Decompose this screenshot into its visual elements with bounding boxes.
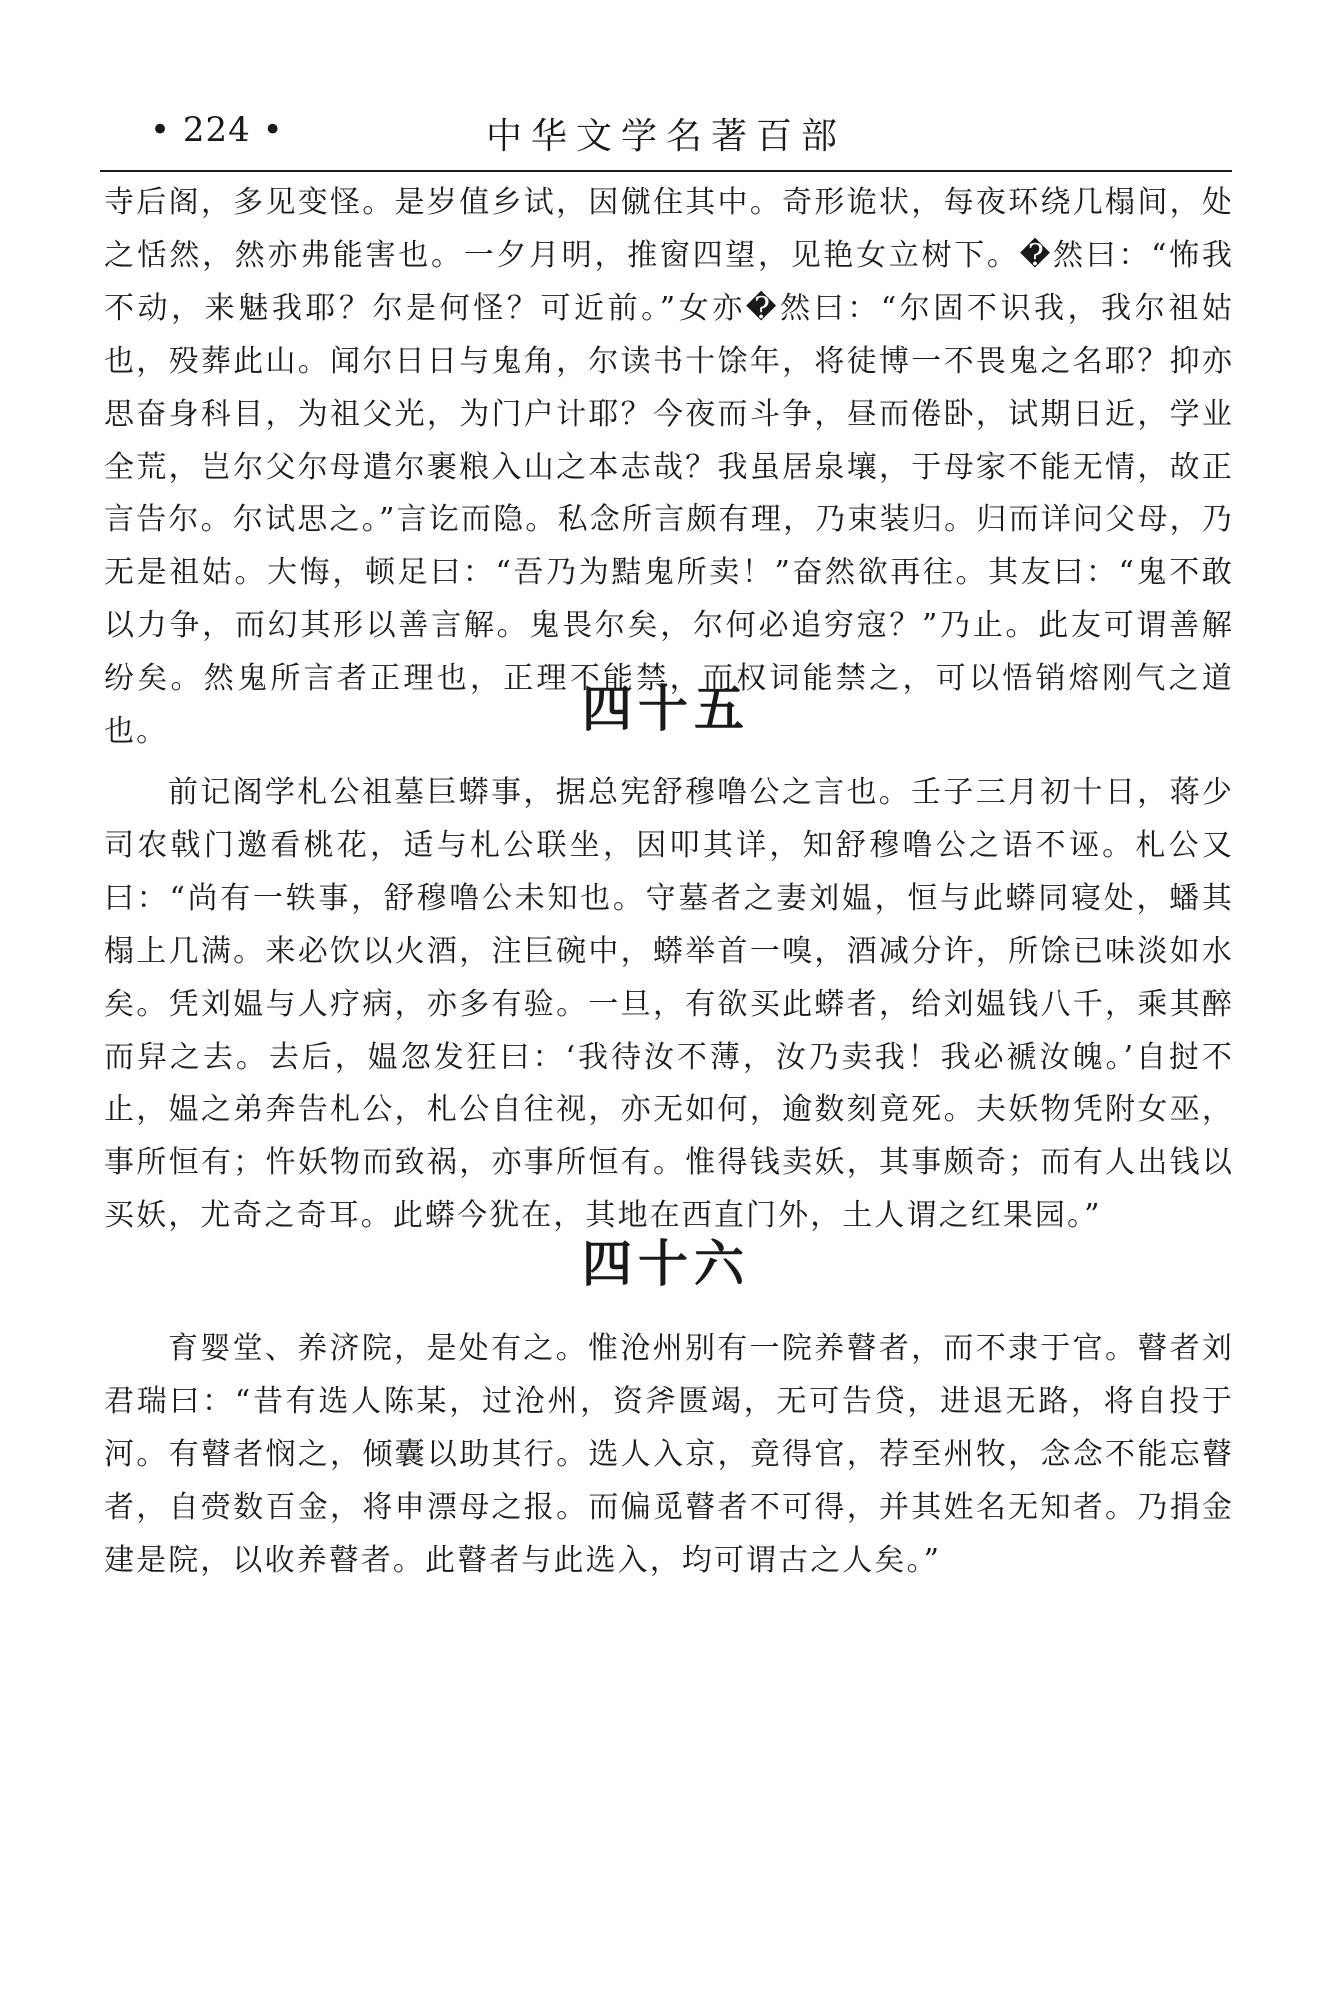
paragraph-continued: 寺后阁，多见变怪。是岁值乡试，因僦住其中。奇形诡状，每夜环绕几榻间，处之恬然，然亦弗能害也。一夕月明，推窗四望，见艳女立树下。�然曰：“怖我不动，来魅我耶？尔是何怪？可近前。”女亦�然曰：“尔固不识我，我尔祖姑也，殁葬此山。闻尔日日与鬼角，尔读书十馀年，将徒博一不畏鬼之名耶？抑亦思奋身科目，为祖父光，为门户计耶？今夜而斗争，昼而倦卧，试期日近，学业全荒，岂尔父尔母遣尔裹粮入山之本志哉？我虽居泉壤，于母家不能无情，故正言告尔。尔试思之。”言讫而隐。私念所言颇有理，乃束装归。归而详问父母，乃无是祖姑。大悔，顿足曰：“吾乃为黠鬼所卖！”奋然欲再往。其友曰：“鬼不敢以力争，而幻其形以善言解。鬼畏尔矣，尔何必追穷寇？”乃止。此友可谓善解纷矣。然鬼所言者正理也，正理不能禁，而权词能禁之，可以悟销熔刚气之道也。 xyxy=(104,185,1235,750)
section-heading-45: 四十五 xyxy=(582,680,750,738)
running-title: 中华文学名著百部 xyxy=(485,116,846,157)
paragraph-section-45: 前记阁学札公祖墓巨蟒事，据总宪舒穆噜公之言也。壬子三月初十日，蒋少司农戟门邀看桃花，适与札公联坐，因叩其详，知舒穆噜公之语不诬。札公又曰：“尚有一轶事，舒穆噜公未知也。守墓者之妻刘媪，恒与此蟒同寝处，蟠其榻上几满。来必饮以火酒，注巨碗中，蟒举首一嗅，酒减分许，所馀已味淡如水矣。凭刘媪与人疗病，亦多有验。一旦，有欲买此蟒者，给刘媪钱八千，乘其醉而舁之去。去后，媪忽发狂曰：‘我待汝不薄，汝乃卖我！我必褫汝魄。’自挝不止，媪之弟奔告札公，札公自往视，亦无如何，逾数刻竟死。夫妖物凭附女巫，事所恒有；忤妖物而致祸，亦事所恒有。惟得钱卖妖，其事颇奇；而有人出钱以买妖，尤奇之奇耳。此蟒今犹在，其地在西直门外，土人谓之红果园。” xyxy=(104,775,1234,1234)
page-number: • 224 • xyxy=(150,110,284,150)
section-heading-46: 四十六 xyxy=(582,1235,750,1293)
page-header xyxy=(100,108,1232,168)
paragraph-section-46: 育婴堂、养济院，是处有之。惟沧州别有一院养瞽者，而不隶于官。瞽者刘君瑞曰：“昔有选人陈某，过沧州，资斧匮竭，无可告贷，进退无路，将自投于河。有瞽者悯之，倾囊以助其行。选人入京，竟得官，荐至州牧，念念不能忘瞽者，自赍数百金，将申漂母之报。而偏觅瞽者不可得，并其姓名无知者。乃捐金建是院，以收养瞽者。此瞽者与此选入，均可谓古之人矣。” xyxy=(104,1331,1234,1578)
header-rule xyxy=(100,170,1232,172)
